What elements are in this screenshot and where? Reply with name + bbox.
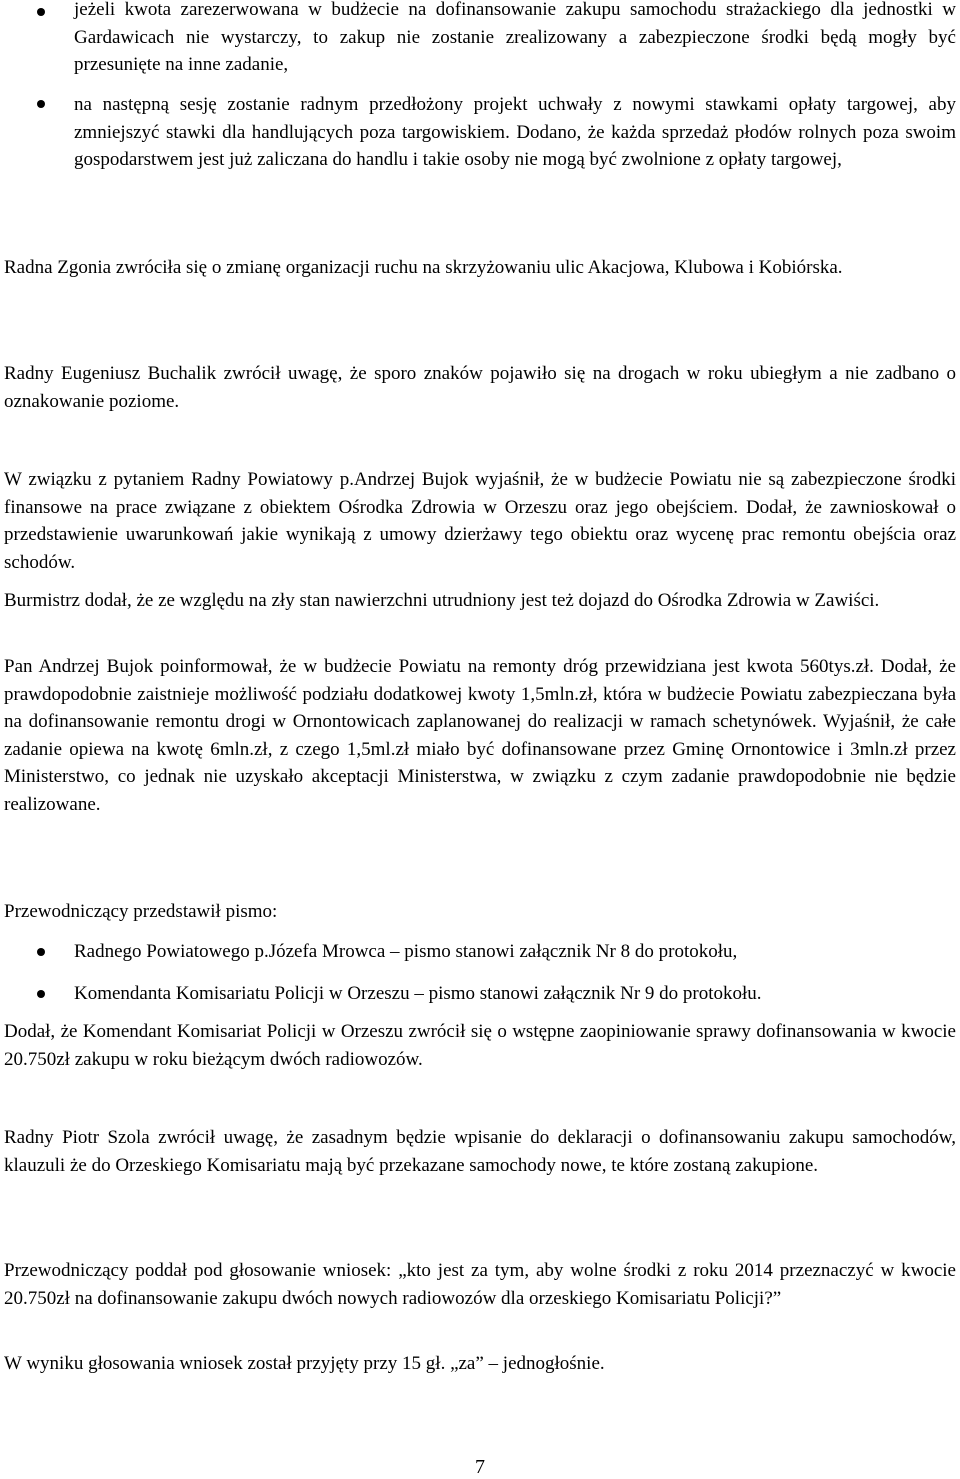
paragraph-komendant: Dodał, że Komendant Komisariat Policji w Orzeszu zwrócił się o wstępne zaopiniowanie sprawy dofinansowania w kwocie 20.750zł zakupu w roku bieżącym dwóch radiowozów. [4,1021,956,1070]
bullet-icon [37,948,45,956]
paragraph-bujok-explanation: W związku z pytaniem Radny Powiatowy p.Andrzej Bujok wyjaśnił, że w budżecie Powiatu nie są zabezpieczone środki finansowe na prace związane z obiektem Ośrodka Zdrowia w Orzeszu oraz jego obejściem. Dodał, że zawnioskował o przedstawienie uwarunkowań jakie wynikają z umowy dzierżawy tego obiektu oraz wycenę prac remontu obejścia oraz schodów. [4,469,956,573]
letter-item-2: Komendanta Komisariatu Policji w Orzeszu – pismo stanowi załącznik Nr 9 do protokołu. [74,983,762,1004]
paragraph-bujok-roads: Pan Andrzej Bujok poinformował, że w budżecie Powiatu na remonty dróg przewidziana jest kwota 560tys.zł. Dodał, że prawdopodobnie zaistnieje możliwość podziału dodatkowej kwoty 1,5mln.zł, która w budżecie Powiatu zabezpieczana była na dofinansowanie remontu drogi w Ornontowicach zaplanowanej do realizacji w ramach schetynówek. Wyjaśnił, że całe zadanie opiewa na kwotę 6mln.zł, z czego 1,5ml.zł miało być dofinansowane przez Gminę Ornontowice i 3mln.zł przez Ministerstwo, co jednak nie uzyskało akceptacji Ministerstwa, w związku z czym zadanie prawdopodobnie nie będzie realizowane. [4,656,956,815]
bullet-item-2: na następną sesję zostanie radnym przedłożony projekt uchwały z nowymi stawkami opłaty targowej, aby zmniejszyć stawki dla handlujących poza targowiskiem. Dodano, że każda sprzedaż płodów rolnych poza swoim gospodarstwem jest już zaliczana do handlu i takie osoby nie mogą być zwolnione z opłaty targowej, [74,94,956,170]
bullet-icon [37,100,45,108]
paragraph-zgonia: Radna Zgonia zwróciła się o zmianę organizacji ruchu na skrzyżowaniu ulic Akacjowa, Klubowa i Kobiórska. [4,257,843,278]
letter-item-1: Radnego Powiatowego p.Józefa Mrowca – pismo stanowi załącznik Nr 8 do protokołu, [74,941,738,962]
bullet-icon [37,8,45,16]
bullet-item-1: jeżeli kwota zarezerwowana w budżecie na dofinansowanie zakupu samochodu strażackiego dla jednostki w Gardawicach nie wystarczy, to zakup nie zostanie zrealizowany a zabezpieczone środki będą mogły być przesunięte na inne zadanie, [74,0,956,75]
page-number: 7 [475,1456,485,1478]
paragraph-burmistrz: Burmistrz dodał, że ze względu na zły stan nawierzchni utrudniony jest też dojazd do Ośrodka Zdrowia w Zawiści. [4,590,880,611]
paragraph-buchalik: Radny Eugeniusz Buchalik zwrócił uwagę, że sporo znaków pojawiło się na drogach w roku ubiegłym a nie zadbano o oznakowanie poziome. [4,363,956,412]
paragraph-przewodniczacy-pismo: Przewodniczący przedstawił pismo: [4,901,278,922]
paragraph-szola: Radny Piotr Szola zwrócił uwagę, że zasadnym będzie wpisanie do deklaracji o dofinansowaniu zakupu samochodów, klauzuli że do Orzeskiego Komisariatu mają być przekazane samochody nowe, te które zostaną zakupione. [4,1127,956,1176]
paragraph-vote-motion: Przewodniczący poddał pod głosowanie wniosek: „kto jest za tym, aby wolne środki z roku 2014 przeznaczyć w kwocie 20.750zł na dofinansowanie zakupu dwóch nowych radiowozów dla orzeskiego Komisariatu Policji?” [4,1260,956,1309]
bullet-icon [37,990,45,998]
paragraph-vote-result: W wyniku głosowania wniosek został przyjęty przy 15 gł. „za” – jednogłośnie. [4,1353,605,1374]
